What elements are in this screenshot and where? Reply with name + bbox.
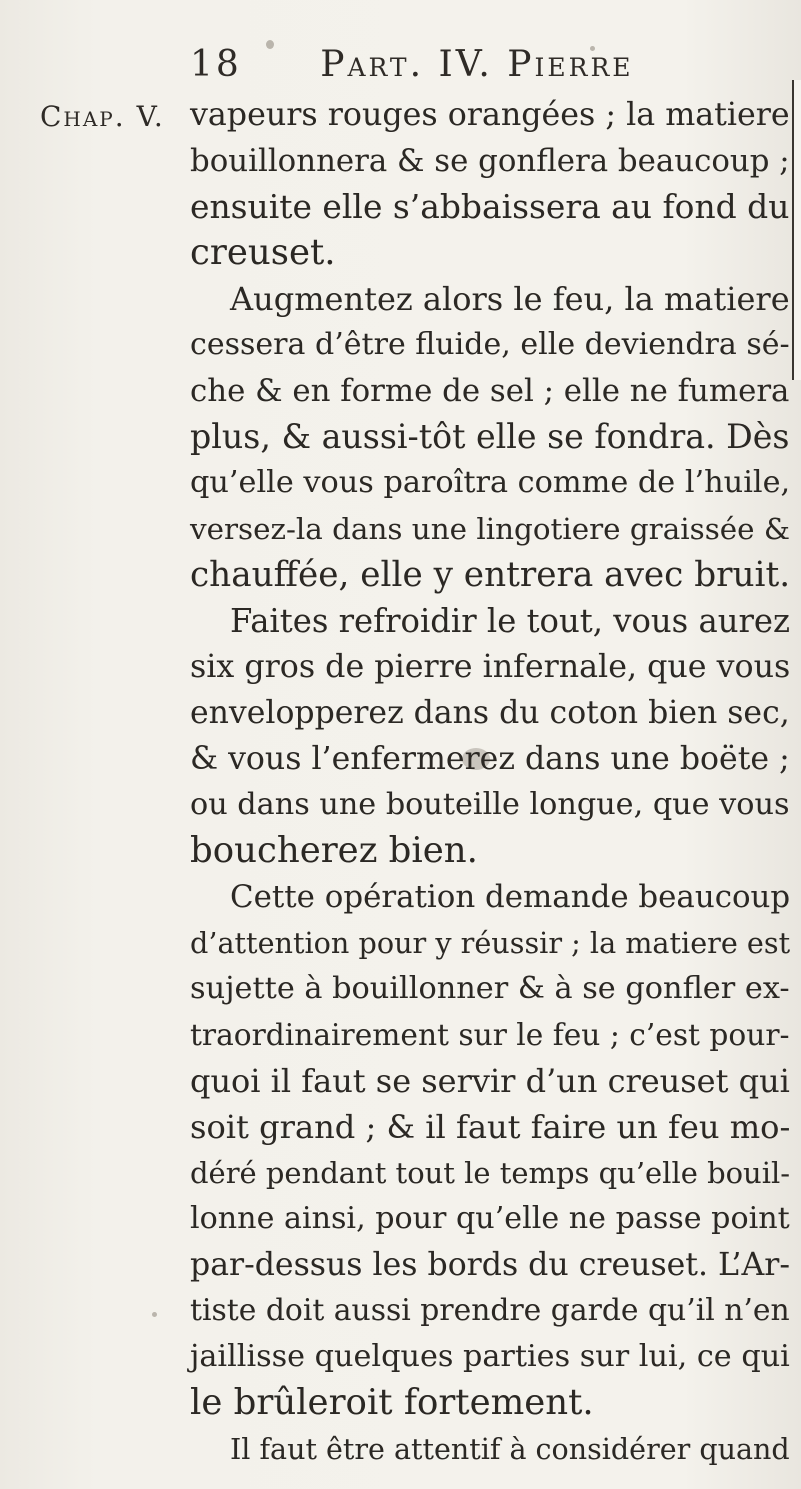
paragraph-first-line: Il faut être attentif à considérer quand [230,1432,790,1466]
text-line: vapeurs rouges orangées ; la matiere [190,97,790,133]
text-line: ensuite elle s’abbaissera au fond du [190,187,790,226]
text-line: sujette à bouillonner & à se gonfler ex- [190,971,790,1006]
text-line: quoi il faut se servir d’un creuset qui [190,1062,790,1100]
page-header [190,44,634,85]
text-line: par-dessus les bords du creuset. L’Ar- [190,1247,790,1283]
text-line: d’attention pour y réussir ; la matiere est [190,926,791,960]
text-line: & vous l’enfermerez dans une boëte ; [190,741,790,777]
text-line: déré pendant tout le temps qu’elle bouil- [190,1156,791,1190]
text-line: lonne ainsi, pour qu’elle ne passe point [190,1201,790,1236]
chapter-margin-note: Chap. V. [40,100,165,133]
text-line: tiste doit aussi prendre garde qu’il n’en [190,1293,790,1328]
text-line: traordinairement sur le feu ; c’est pour- [190,1017,790,1052]
ink-spot [152,1312,157,1317]
text-line: cessera d’être fluide, elle deviendra sé- [190,327,790,362]
running-head: Part. IV. Pierre [320,44,634,85]
text-line: six gros de pierre infernale, que vous [190,649,791,685]
facing-page-edge [792,80,801,380]
body-text [190,92,790,1472]
text-line: creuset. [190,232,336,273]
page-number: 18 [190,44,242,85]
text-line: plus, & aussi-tôt elle se fondra. Dès [190,417,790,456]
paragraph-first-line: Augmentez alors le feu, la matiere [230,280,790,318]
text-line: boucherez bien. [190,830,478,871]
paragraph-first-line: Faites refroidir le tout, vous aurez [230,602,791,640]
text-line: chauffée, elle y entrera avec bruit. [190,555,791,595]
text-line: ou dans une bouteille longue, que vous [190,787,790,822]
text-line: qu’elle vous paroîtra comme de l’huile, [190,465,791,500]
text-line: versez-la dans une lingotiere graissée & [190,512,791,546]
paragraph-first-line: Cette opération demande beaucoup [230,879,791,915]
text-line: le brûleroit fortement. [190,1382,594,1423]
text-line: che & en forme de sel ; elle ne fumera [190,373,790,409]
text-line: envelopperez dans du coton bien sec, [190,695,790,731]
text-line: soit grand ; & il faut faire un feu mo- [190,1108,791,1146]
text-line: bouillonnera & se gonflera beaucoup ; [190,143,790,179]
text-line: jaillisse quelques parties sur lui, ce qui [190,1339,790,1374]
